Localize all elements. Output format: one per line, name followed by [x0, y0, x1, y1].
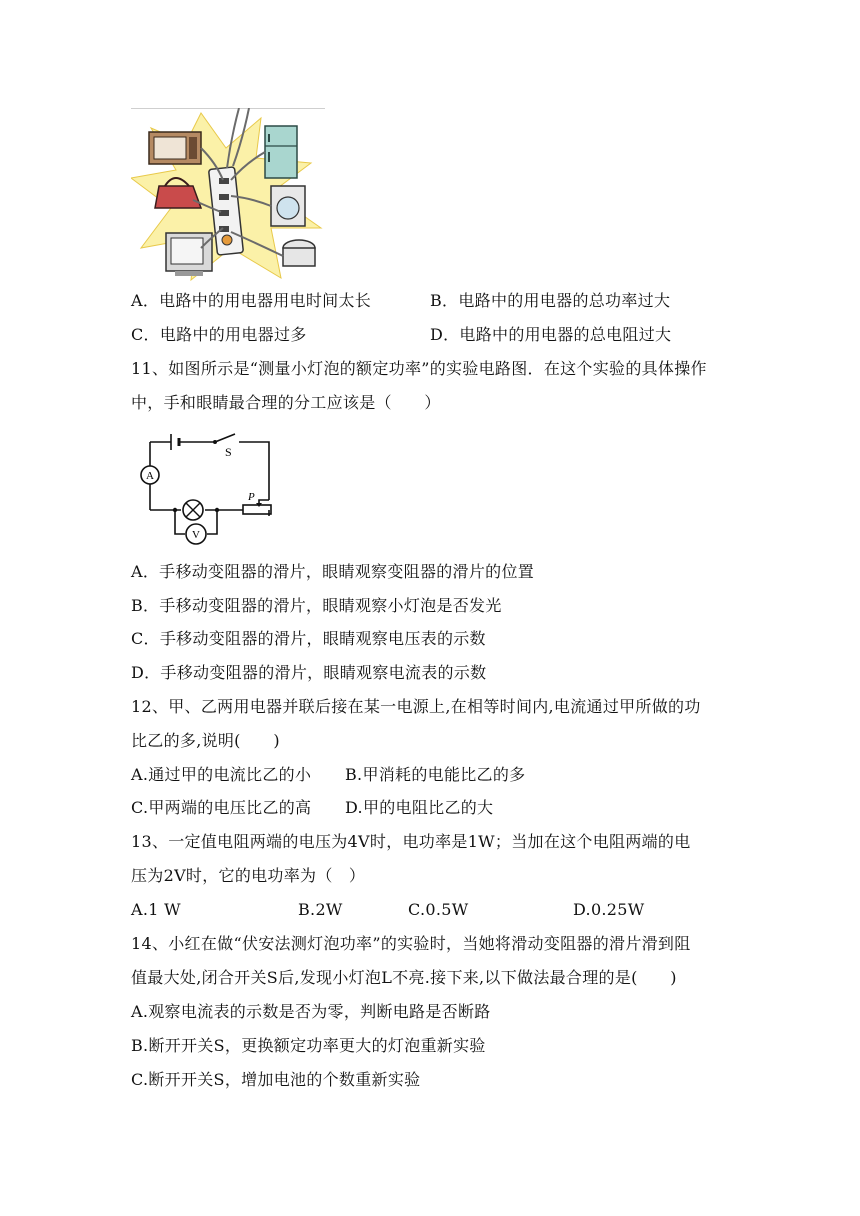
slider-label: P: [248, 491, 255, 503]
junction-dot: [173, 508, 177, 512]
q14-option-b: B.断开开关S，更换额定功率更大的灯泡重新实验: [131, 1036, 486, 1055]
switch-contact: [213, 440, 217, 444]
washing-machine-icon: [271, 186, 305, 226]
q13-option-b: B.2W: [298, 900, 343, 919]
q11-option-c: C．手移动变阻器的滑片，眼睛观察电压表的示数: [131, 629, 486, 648]
q11-stem-line-2: 中，手和眼睛最合理的分工应该是（ ）: [131, 393, 441, 412]
refrigerator-icon: [265, 126, 297, 178]
q12-option-a: A.通过甲的电流比乙的小: [131, 765, 312, 784]
q13-option-a: A.1 W: [131, 900, 181, 919]
q14-option-a: A.观察电流表的示数是否为零，判断电路是否断路: [131, 1002, 491, 1021]
overloaded-socket-illustration: [131, 108, 325, 282]
q11-stem-line-1: 11、如图所示是“测量小灯泡的额定功率”的实验电路图．在这个实验的具体操作: [131, 359, 707, 378]
q11-option-d: D．手移动变阻器的滑片，眼睛观察电流表的示数: [131, 663, 487, 682]
q12-stem-line-1: 12、甲、乙两用电器并联后接在某一电源上,在相等时间内,电流通过甲所做的功: [131, 697, 701, 716]
q11-option-b: B．手移动变阻器的滑片，眼睛观察小灯泡是否发光: [131, 596, 502, 615]
q14-stem-line-1: 14、小红在做“伏安法测灯泡功率”的实验时，当她将滑动变阻器的滑片滑到阻: [131, 934, 691, 953]
q13-stem-line-1: 13、一定值电阻两端的电压为4V时，电功率是1W；当加在这个电阻两端的电: [131, 832, 691, 851]
rheostat: [243, 505, 271, 514]
q11-option-a: A．手移动变阻器的滑片，眼睛观察变阻器的滑片的位置: [131, 562, 535, 581]
microwave-icon: [149, 132, 201, 164]
switch-blade: [215, 434, 235, 442]
q13-stem-line-2: 压为2V时，它的电功率为（ ）: [131, 866, 366, 885]
q12-option-b: B.甲消耗的电能比乙的多: [345, 765, 526, 784]
q12-option-d: D.甲的电阻比乙的大: [345, 798, 494, 817]
ammeter-label: A: [146, 470, 154, 482]
junction-dot: [215, 508, 219, 512]
q10-option-b: B．电路中的用电器的总功率过大: [430, 291, 671, 310]
q14-option-c: C.断开开关S，增加电池的个数重新实验: [131, 1070, 421, 1089]
q10-option-c: C．电路中的用电器过多: [131, 325, 307, 344]
q10-option-a: A．电路中的用电器用电时间太长: [131, 291, 372, 310]
q10-option-d: D．电路中的用电器的总电阻过大: [430, 325, 672, 344]
q12-option-c: C.甲两端的电压比乙的高: [131, 798, 312, 817]
q14-stem-line-2: 值最大处,闭合开关S后,发现小灯泡L不亮.接下来,以下做法最合理的是( ): [131, 968, 677, 987]
tv-icon: [166, 233, 212, 276]
voltmeter-label: V: [192, 529, 200, 541]
q12-stem-line-2: 比乙的多,说明( ): [131, 731, 280, 750]
q11-circuit-diagram: [131, 428, 281, 550]
rice-cooker-icon: [283, 240, 315, 266]
lamp-icon: [183, 500, 203, 520]
q13-option-c: C.0.5W: [408, 900, 469, 919]
q13-option-d: D.0.25W: [573, 900, 645, 919]
switch-label: S: [225, 445, 232, 459]
